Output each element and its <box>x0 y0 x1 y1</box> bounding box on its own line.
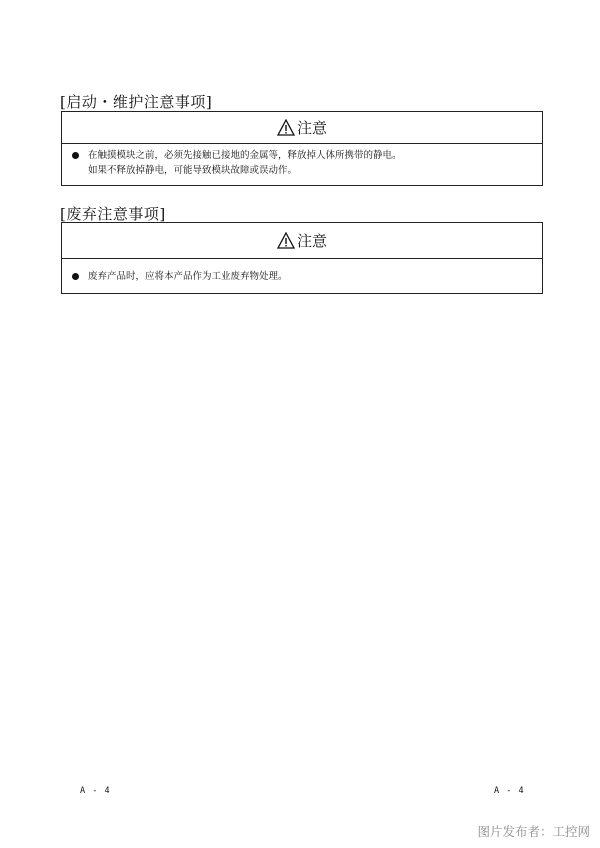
caution-header <box>62 223 542 259</box>
bullet-dot-icon <box>72 273 79 280</box>
bullet-line: 如果不释放掉静电，可能导致模块故障或误动作。 <box>88 165 298 176</box>
bullet-dot-icon <box>72 152 79 159</box>
warning-triangle-icon <box>277 232 295 249</box>
caution-heading: 注意 <box>296 119 327 137</box>
list-item <box>72 269 534 284</box>
caution-box-disposal <box>61 222 543 294</box>
caution-heading: 注意 <box>296 232 327 250</box>
page-number-right: A - 4 <box>494 786 525 796</box>
caution-box-startup-maintenance <box>61 111 543 186</box>
section-title-disposal: [废弃注意事项] <box>60 205 166 223</box>
page-number-left: A - 4 <box>80 786 111 796</box>
caution-body <box>62 144 542 178</box>
section-title-startup-maintenance: [启动・维护注意事项] <box>60 93 213 111</box>
list-item <box>72 148 534 178</box>
caution-body <box>62 259 542 284</box>
bullet-line: 在触摸模块之前，必须先接触已接地的金属等，释放掉人体所携带的静电。 <box>88 150 402 161</box>
publisher-watermark: 图片发布者：工控网 <box>477 824 590 839</box>
bullet-text <box>88 269 288 284</box>
warning-triangle-icon <box>277 119 295 136</box>
bullet-text <box>88 148 402 178</box>
caution-header <box>62 112 542 144</box>
bullet-line: 废弃产品时，应将本产品作为工业废弃物处理。 <box>88 271 288 282</box>
